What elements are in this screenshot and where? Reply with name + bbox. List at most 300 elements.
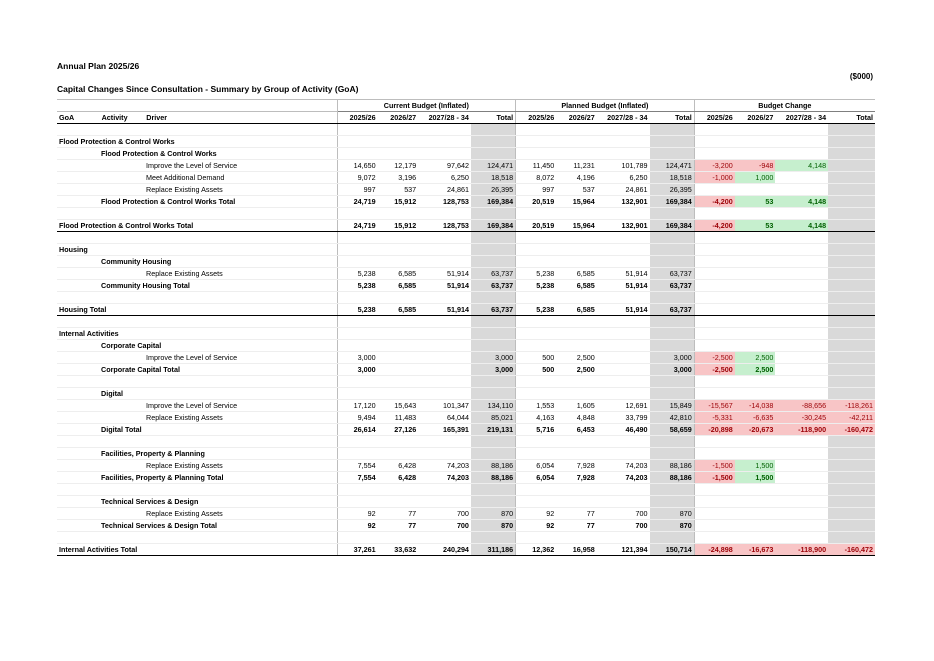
planned-value-1: 997 (516, 184, 557, 196)
empty-cell (57, 316, 100, 328)
empty-cell (597, 436, 650, 448)
current-value-3: 97,642 (418, 160, 471, 172)
empty-cell (828, 232, 875, 244)
planned-value-4: 63,737 (650, 280, 695, 292)
spacer-row (57, 292, 875, 304)
empty-cell (650, 388, 695, 400)
empty-cell (828, 136, 875, 148)
planned-value-1: 4,163 (516, 412, 557, 424)
empty-cell (57, 208, 100, 220)
planned-value-2: 2,500 (556, 352, 597, 364)
driver-row-label: Improve the Level of Service (57, 160, 337, 172)
planned-value-4: 870 (650, 520, 695, 532)
empty-cell (597, 124, 650, 136)
empty-cell (100, 436, 145, 448)
activity-row-label: Corporate Capital (57, 340, 337, 352)
change-value-2: 1,500 (735, 472, 776, 484)
change-value-1: -4,200 (694, 196, 735, 208)
empty-cell (378, 148, 419, 160)
change-value-2 (735, 184, 776, 196)
empty-cell (556, 388, 597, 400)
empty-cell (144, 484, 337, 496)
driver-row-label: Replace Existing Assets (57, 268, 337, 280)
empty-cell (556, 256, 597, 268)
col-header-planned-total: Total (650, 112, 695, 124)
empty-cell (337, 292, 378, 304)
empty-cell (556, 328, 597, 340)
empty-cell (516, 208, 557, 220)
activity-total-row-label: Facilities, Property & Planning Total (57, 472, 337, 484)
empty-cell (694, 376, 735, 388)
current-value-4: 26,395 (471, 184, 516, 196)
change-value-1: -1,500 (694, 472, 735, 484)
change-value-4 (828, 364, 875, 376)
current-value-3: 51,914 (418, 304, 471, 316)
empty-cell (471, 316, 516, 328)
empty-cell (597, 496, 650, 508)
empty-cell (597, 244, 650, 256)
change-value-3 (775, 304, 828, 316)
empty-cell (735, 256, 776, 268)
change-value-3 (775, 352, 828, 364)
change-value-1 (694, 268, 735, 280)
driver-row (57, 460, 875, 472)
activity-row (57, 256, 875, 268)
empty-cell (100, 316, 145, 328)
empty-cell (418, 208, 471, 220)
empty-cell (694, 532, 735, 544)
activity-total-row-label: Community Housing Total (57, 280, 337, 292)
planned-value-1: 5,238 (516, 304, 557, 316)
empty-cell (650, 244, 695, 256)
empty-cell (471, 136, 516, 148)
change-value-4 (828, 352, 875, 364)
empty-cell (418, 484, 471, 496)
empty-cell (378, 136, 419, 148)
empty-cell (694, 232, 735, 244)
empty-cell (337, 148, 378, 160)
empty-cell (144, 316, 337, 328)
change-value-1 (694, 184, 735, 196)
goa-row (57, 328, 875, 340)
activity-row-label: Digital (57, 388, 337, 400)
empty-cell (694, 328, 735, 340)
driver-row (57, 508, 875, 520)
current-value-3: 128,753 (418, 196, 471, 208)
empty-cell (735, 292, 776, 304)
col-header-change-y2: 2026/27 (735, 112, 776, 124)
empty-cell (337, 316, 378, 328)
empty-cell (556, 208, 597, 220)
change-value-3 (775, 184, 828, 196)
change-value-2 (735, 268, 776, 280)
empty-cell (828, 148, 875, 160)
change-value-2 (735, 304, 776, 316)
col-header-current-total: Total (471, 112, 516, 124)
driver-row (57, 352, 875, 364)
change-value-1: -24,898 (694, 544, 735, 556)
current-value-4: 134,110 (471, 400, 516, 412)
planned-value-3: 74,203 (597, 460, 650, 472)
empty-cell (471, 208, 516, 220)
empty-cell (597, 208, 650, 220)
empty-cell (775, 208, 828, 220)
current-value-4: 169,384 (471, 220, 516, 232)
planned-value-4: 18,518 (650, 172, 695, 184)
activity-total-row (57, 520, 875, 532)
empty-cell (694, 256, 735, 268)
col-header-change-y3: 2027/28 - 34 (775, 112, 828, 124)
empty-cell (57, 436, 100, 448)
empty-cell (100, 532, 145, 544)
current-value-2: 12,179 (378, 160, 419, 172)
current-value-3: 64,044 (418, 412, 471, 424)
change-value-3: -118,900 (775, 544, 828, 556)
col-header-planned-y1: 2025/26 (516, 112, 557, 124)
units-label: ($000) (849, 72, 873, 81)
empty-cell (556, 532, 597, 544)
change-value-4 (828, 220, 875, 232)
planned-value-4: 88,186 (650, 472, 695, 484)
empty-cell (378, 328, 419, 340)
change-value-2: 53 (735, 220, 776, 232)
change-value-1 (694, 280, 735, 292)
empty-cell (694, 496, 735, 508)
goa-total-row-label: Internal Activities Total (57, 544, 337, 556)
current-value-2 (378, 352, 419, 364)
change-value-3: 4,148 (775, 196, 828, 208)
empty-cell (418, 328, 471, 340)
change-value-3 (775, 508, 828, 520)
empty-cell (144, 436, 337, 448)
empty-cell (650, 256, 695, 268)
activity-total-row (57, 280, 875, 292)
current-value-2: 537 (378, 184, 419, 196)
empty-cell (694, 292, 735, 304)
spacer-row (57, 484, 875, 496)
empty-cell (516, 532, 557, 544)
empty-cell (828, 376, 875, 388)
current-value-1: 26,614 (337, 424, 378, 436)
empty-cell (471, 292, 516, 304)
empty-cell (471, 328, 516, 340)
empty-cell (378, 292, 419, 304)
empty-cell (775, 436, 828, 448)
empty-cell (694, 148, 735, 160)
planned-value-2: 6,453 (556, 424, 597, 436)
driver-row (57, 160, 875, 172)
empty-cell (57, 484, 100, 496)
change-value-4: -118,261 (828, 400, 875, 412)
empty-cell (337, 484, 378, 496)
planned-value-2: 6,585 (556, 268, 597, 280)
empty-cell (735, 124, 776, 136)
activity-row (57, 148, 875, 160)
current-value-4: 311,186 (471, 544, 516, 556)
planned-value-4: 3,000 (650, 352, 695, 364)
current-value-3: 24,861 (418, 184, 471, 196)
empty-cell (418, 376, 471, 388)
spacer-row (57, 316, 875, 328)
planned-value-3: 700 (597, 508, 650, 520)
empty-cell (828, 292, 875, 304)
planned-value-1: 1,553 (516, 400, 557, 412)
driver-row-label: Meet Additional Demand (57, 172, 337, 184)
change-value-1: -5,331 (694, 412, 735, 424)
empty-cell (556, 232, 597, 244)
change-value-4 (828, 268, 875, 280)
current-value-3: 51,914 (418, 268, 471, 280)
planned-value-3: 51,914 (597, 268, 650, 280)
empty-cell (378, 496, 419, 508)
change-value-2: 1,000 (735, 172, 776, 184)
current-value-4: 88,186 (471, 460, 516, 472)
planned-value-2: 2,500 (556, 364, 597, 376)
current-value-3: 101,347 (418, 400, 471, 412)
planned-value-1: 5,238 (516, 268, 557, 280)
col-header-driver: Driver (144, 112, 337, 124)
empty-cell (471, 376, 516, 388)
current-value-2: 6,585 (378, 280, 419, 292)
current-value-1: 3,000 (337, 364, 378, 376)
change-value-3 (775, 364, 828, 376)
planned-value-3: 24,861 (597, 184, 650, 196)
activity-total-row (57, 196, 875, 208)
change-value-2 (735, 280, 776, 292)
change-value-3: -88,656 (775, 400, 828, 412)
planned-value-2: 6,585 (556, 280, 597, 292)
empty-cell (828, 484, 875, 496)
current-value-2: 27,126 (378, 424, 419, 436)
empty-cell (597, 340, 650, 352)
planned-value-3: 12,691 (597, 400, 650, 412)
spacer-row (57, 436, 875, 448)
change-value-2 (735, 520, 776, 532)
empty-cell (735, 244, 776, 256)
goa-total-row-label: Housing Total (57, 304, 337, 316)
empty-cell (650, 292, 695, 304)
current-value-4: 219,131 (471, 424, 516, 436)
current-value-2: 6,428 (378, 472, 419, 484)
planned-value-4: 150,714 (650, 544, 695, 556)
change-value-4 (828, 304, 875, 316)
planned-value-4: 42,810 (650, 412, 695, 424)
empty-cell (337, 208, 378, 220)
col-header-current-y1: 2025/26 (337, 112, 378, 124)
planned-value-3: 6,250 (597, 172, 650, 184)
empty-cell (775, 388, 828, 400)
driver-row (57, 184, 875, 196)
driver-row-label: Improve the Level of Service (57, 400, 337, 412)
current-value-2: 77 (378, 508, 419, 520)
current-value-3: 700 (418, 508, 471, 520)
empty-cell (418, 532, 471, 544)
planned-value-1: 5,238 (516, 280, 557, 292)
empty-cell (735, 436, 776, 448)
planned-value-4: 26,395 (650, 184, 695, 196)
empty-cell (516, 340, 557, 352)
planned-value-2: 11,231 (556, 160, 597, 172)
empty-cell (471, 496, 516, 508)
planned-value-1: 20,519 (516, 220, 557, 232)
col-header-current-y3: 2027/28 - 34 (418, 112, 471, 124)
empty-cell (100, 484, 145, 496)
activity-total-row-label: Digital Total (57, 424, 337, 436)
empty-cell (650, 340, 695, 352)
change-value-1: -4,200 (694, 220, 735, 232)
empty-cell (735, 148, 776, 160)
empty-cell (828, 208, 875, 220)
spacer-row (57, 232, 875, 244)
empty-cell (775, 232, 828, 244)
planned-value-4: 169,384 (650, 196, 695, 208)
change-value-2: 2,500 (735, 352, 776, 364)
current-value-4: 3,000 (471, 352, 516, 364)
current-value-2: 3,196 (378, 172, 419, 184)
empty-cell (516, 232, 557, 244)
goa-total-row (57, 544, 875, 556)
empty-cell (735, 484, 776, 496)
current-value-2: 6,585 (378, 304, 419, 316)
current-value-1: 997 (337, 184, 378, 196)
planned-value-3: 33,799 (597, 412, 650, 424)
goa-row (57, 244, 875, 256)
current-value-2: 15,643 (378, 400, 419, 412)
current-value-2: 6,428 (378, 460, 419, 472)
goa-total-row (57, 304, 875, 316)
empty-cell (471, 256, 516, 268)
empty-cell (516, 328, 557, 340)
change-value-3 (775, 520, 828, 532)
empty-cell (516, 244, 557, 256)
report-subtitle: Capital Changes Since Consultation - Summary by Group of Activity (GoA) (57, 84, 359, 94)
current-value-1: 92 (337, 520, 378, 532)
current-value-2: 33,632 (378, 544, 419, 556)
current-value-2: 6,585 (378, 268, 419, 280)
empty-cell (471, 340, 516, 352)
empty-cell (418, 256, 471, 268)
empty-cell (516, 376, 557, 388)
change-value-2: -20,673 (735, 424, 776, 436)
empty-cell (597, 148, 650, 160)
empty-cell (775, 328, 828, 340)
empty-cell (378, 232, 419, 244)
empty-cell (418, 316, 471, 328)
empty-cell (516, 316, 557, 328)
current-value-2: 77 (378, 520, 419, 532)
empty-cell (650, 208, 695, 220)
current-value-1: 14,650 (337, 160, 378, 172)
page-title: Annual Plan 2025/26 (57, 61, 140, 71)
change-value-1: -15,567 (694, 400, 735, 412)
goa-row-label: Internal Activities (57, 328, 337, 340)
planned-value-2: 1,605 (556, 400, 597, 412)
empty-cell (556, 292, 597, 304)
empty-cell (775, 484, 828, 496)
empty-cell (144, 532, 337, 544)
activity-row (57, 448, 875, 460)
current-value-4: 124,471 (471, 160, 516, 172)
empty-cell (775, 316, 828, 328)
planned-value-2: 77 (556, 508, 597, 520)
empty-cell (694, 340, 735, 352)
planned-value-1: 500 (516, 364, 557, 376)
activity-row-label: Community Housing (57, 256, 337, 268)
current-value-4: 63,737 (471, 280, 516, 292)
empty-cell (775, 532, 828, 544)
empty-cell (100, 232, 145, 244)
empty-cell (471, 484, 516, 496)
empty-cell (694, 388, 735, 400)
change-value-2: 2,500 (735, 364, 776, 376)
current-value-2: 15,912 (378, 220, 419, 232)
change-value-3 (775, 460, 828, 472)
empty-cell (735, 340, 776, 352)
empty-cell (775, 340, 828, 352)
empty-cell (775, 124, 828, 136)
spacer-row (57, 532, 875, 544)
current-value-1: 9,072 (337, 172, 378, 184)
empty-cell (597, 292, 650, 304)
empty-cell (556, 148, 597, 160)
empty-cell (828, 532, 875, 544)
col-header-change-total: Total (828, 112, 875, 124)
empty-cell (597, 316, 650, 328)
empty-cell (650, 484, 695, 496)
change-value-4 (828, 508, 875, 520)
empty-cell (597, 232, 650, 244)
change-value-3: -30,245 (775, 412, 828, 424)
current-value-3 (418, 352, 471, 364)
current-value-3: 240,294 (418, 544, 471, 556)
current-value-1: 24,719 (337, 196, 378, 208)
band-header-row (57, 100, 875, 112)
planned-value-4: 58,659 (650, 424, 695, 436)
planned-value-2: 15,964 (556, 220, 597, 232)
col-header-planned-y2: 2026/27 (556, 112, 597, 124)
empty-cell (418, 340, 471, 352)
driver-row (57, 400, 875, 412)
planned-value-4: 169,384 (650, 220, 695, 232)
empty-cell (337, 532, 378, 544)
empty-cell (694, 208, 735, 220)
table-body (57, 124, 875, 556)
planned-value-3: 46,490 (597, 424, 650, 436)
change-value-4: -160,472 (828, 544, 875, 556)
empty-cell (337, 136, 378, 148)
empty-cell (378, 436, 419, 448)
empty-cell (516, 124, 557, 136)
change-value-4 (828, 472, 875, 484)
current-value-3: 74,203 (418, 460, 471, 472)
empty-cell (556, 316, 597, 328)
current-value-2 (378, 364, 419, 376)
change-value-4 (828, 160, 875, 172)
change-value-3: -118,900 (775, 424, 828, 436)
goa-row (57, 136, 875, 148)
empty-cell (650, 148, 695, 160)
empty-cell (471, 388, 516, 400)
current-value-3: 165,391 (418, 424, 471, 436)
planned-value-3: 101,789 (597, 160, 650, 172)
empty-cell (378, 124, 419, 136)
empty-cell (337, 340, 378, 352)
spacer-row (57, 208, 875, 220)
current-value-3: 128,753 (418, 220, 471, 232)
current-value-1: 9,494 (337, 412, 378, 424)
planned-value-4: 124,471 (650, 160, 695, 172)
empty-cell (556, 124, 597, 136)
